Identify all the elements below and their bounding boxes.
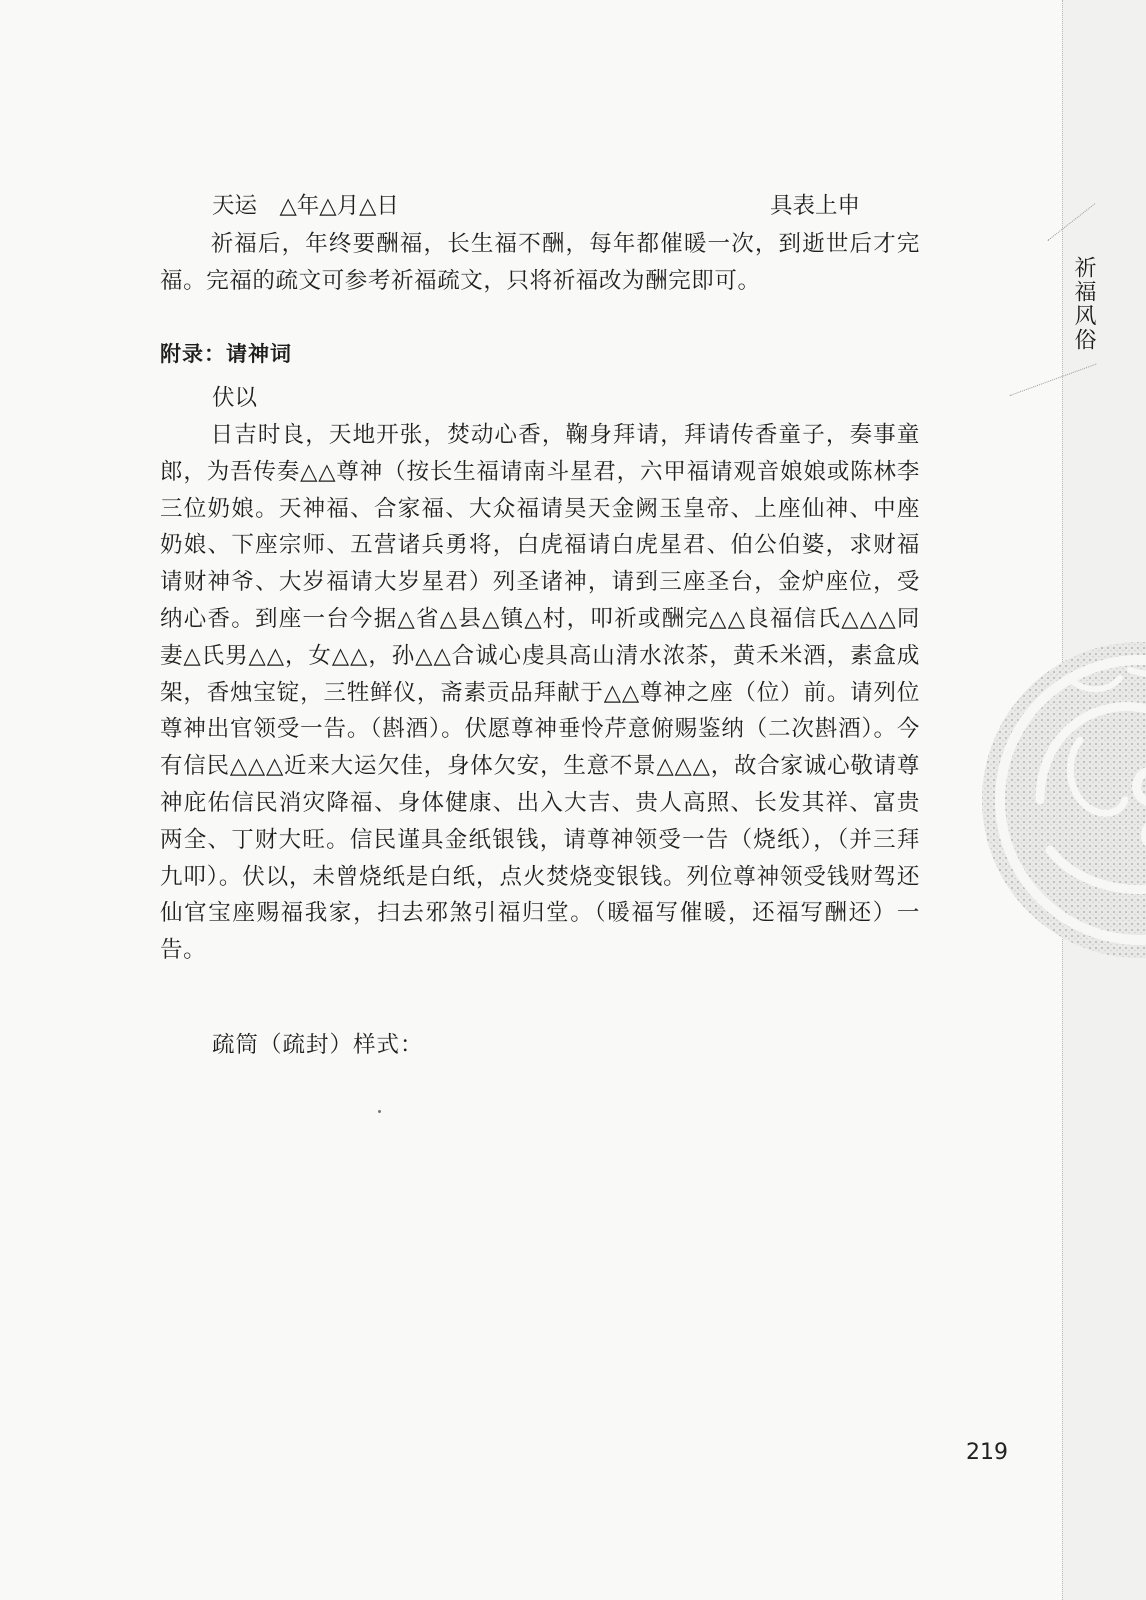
date-line-right: 具表上申 — [770, 193, 861, 219]
side-tab-title: 祈福风俗 — [1071, 256, 1096, 352]
petition-envelope-style: 疏筒（疏封）样式： — [212, 1032, 424, 1058]
appendix-heading: 附录：请神词 — [160, 342, 292, 366]
date-line-left: 天运 △年△月△日 — [212, 193, 399, 219]
date-line — [212, 188, 861, 220]
paragraph-invocation-text: 日吉时良，天地开张，焚动心香，鞠身拜请，拜请传香童子，奏事童郎，为吾传奏△△尊神（按长生福请南斗星君，六甲福请观音娘娘或陈林李三位奶娘。天神福、合家福、大众福请昊天金阙玉皇帝、上座仙神、中座奶娘、下座宗师、五营诸兵勇将，白虎福请白虎星君、伯公伯婆，求财福请财神爷、大岁福请大岁星君）列圣诸神，请到三座圣台，金炉座位，受纳心香。到座一台今据△省△县△镇△村，叩祈或酬完△△良福信氏△△△同妻△氏男△△，女△△，孙△△合诚心虔具高山清水浓茶，黄禾米酒，素盒成架，香烛宝锭，三牲鲜仪，斋素贡品拜献于△△尊神之座（位）前。请列位尊神出官领受一告。（斟酒）。伏愿尊神垂怜芹意俯赐鉴纳（二次斟酒）。今有信民△△△近来大运欠佳，身体欠安，生意不景△△△，故合家诚心敬请尊神庇佑信民消灾降福、身体健康、出入大吉、贵人高照、长发其祥、富贵两全、丁财大旺。信民谨具金纸银钱，请尊神领受一告（烧纸），（并三拜九叩）。伏以，未曾烧纸是白纸，点火焚烧变银钱。列位尊神领受钱财驾还仙官宝座赐福我家，扫去邪煞引福归堂。（暖福写催暖，还福写酬还）一告。 — [160, 422, 920, 964]
page-number: 219 — [966, 1440, 1008, 1465]
paragraph-invocation — [160, 417, 920, 969]
paragraph-completion — [160, 226, 920, 300]
paragraph-completion-text: 祈福后，年终要酬福，长生福不酬，每年都催暖一次，到逝世后才完福。完福的疏文可参考祈福疏文，只将祈福改为酬完即可。 — [160, 231, 920, 294]
decorative-seal-icon — [980, 640, 1146, 960]
paper-speck — [378, 1110, 381, 1113]
invocation-opening: 伏以 — [212, 385, 258, 411]
